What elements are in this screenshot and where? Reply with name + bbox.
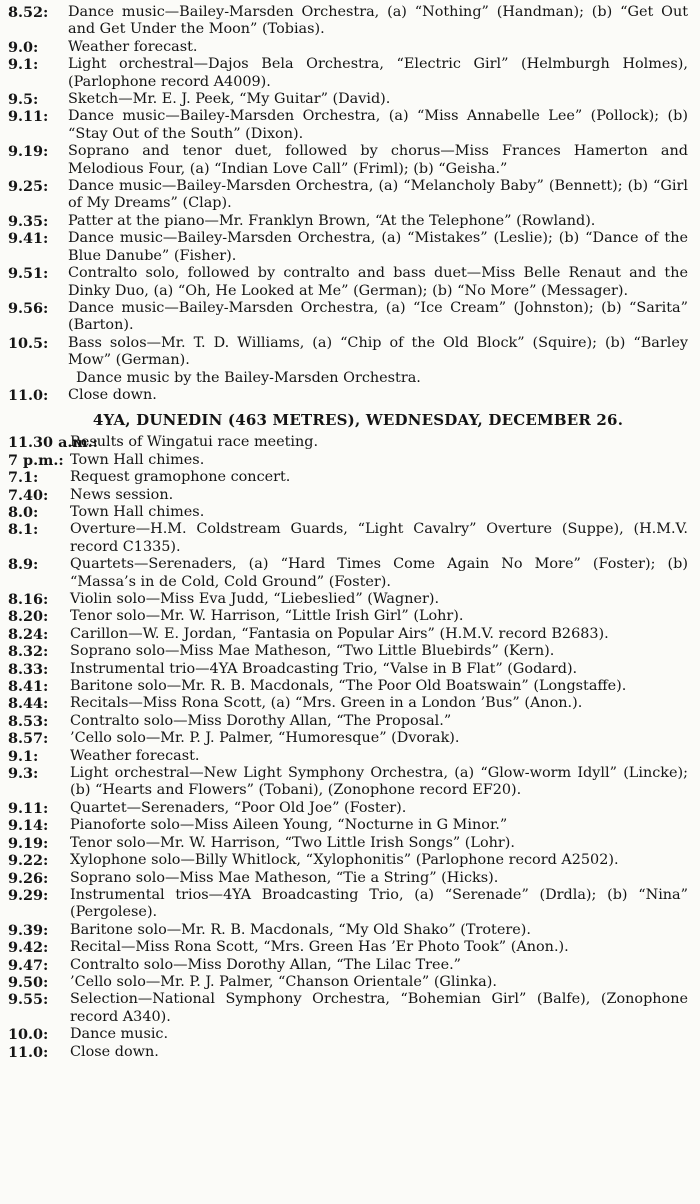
- entry-time: 8.9:: [8, 556, 39, 574]
- entry-text: Tenor solo—Mr. W. Harrison, “Little Irish Girl” (Lohr).: [70, 608, 464, 625]
- entry-text: Dance music—Bailey-Marsden Orchestra, (a) “Mistakes” (Leslie); (b) “Dance of the Blue Danube” (Fisher).: [68, 230, 688, 264]
- entry-time: 9.56:: [8, 299, 49, 317]
- entry-text: Bass solos—Mr. T. D. Williams, (a) “Chip of the Old Block” (Squire); (b) “Barley Mow” (German).: [68, 334, 688, 369]
- section-previous-station: [8, 4, 688, 404]
- entry-text: Patter at the piano—Mr. Franklyn Brown, “At the Telephone” (Rowland).: [68, 212, 596, 229]
- entry-time: 9.14:: [8, 817, 49, 835]
- programme-entry: [8, 230, 688, 265]
- programme-entry: [8, 504, 688, 521]
- programme-entry: [8, 521, 688, 556]
- entry-text: Town Hall chimes.: [70, 451, 205, 468]
- programme-entry: [8, 800, 688, 817]
- entry-text: Close down.: [70, 1043, 159, 1060]
- entry-time: 10.5:: [8, 334, 49, 352]
- entry-text: Quartet—Serenaders, “Poor Old Joe” (Foster).: [70, 799, 407, 816]
- programme-entry: [8, 713, 688, 730]
- entry-text: News session.: [70, 486, 174, 503]
- entry-time: 9.39:: [8, 921, 49, 939]
- entry-time: 8.33:: [8, 660, 49, 678]
- programme-entry: [8, 817, 688, 834]
- programme-entry: [8, 469, 688, 486]
- programme-entry: [8, 748, 688, 765]
- entry-time: 9.26:: [8, 869, 49, 887]
- entry-time: 9.3:: [8, 765, 39, 783]
- entry-time: 11.0:: [8, 1043, 49, 1061]
- programme-entry: [8, 991, 688, 1026]
- entry-time: 8.44:: [8, 695, 49, 713]
- programme-entry: [8, 108, 688, 143]
- programme-entry: [8, 91, 688, 108]
- entry-time: 11.0:: [8, 386, 49, 404]
- entry-text: ’Cello solo—Mr. P. J. Palmer, “Chanson Orientale” (Glinka).: [70, 973, 497, 990]
- entry-text: Carillon—W. E. Jordan, “Fantasia on Popular Airs” (H.M.V. record B2683).: [70, 625, 609, 642]
- programme-entry: [8, 695, 688, 712]
- entry-text: Contralto solo—Miss Dorothy Allan, “The Lilac Tree.”: [70, 956, 462, 973]
- programme-entry: [8, 765, 688, 800]
- programme-entry: [8, 922, 688, 939]
- programme-entry: [8, 887, 688, 922]
- programme-entry: [8, 852, 688, 869]
- entry-text: Recital—Miss Rona Scott, “Mrs. Green Has ’Er Photo Took” (Anon.).: [70, 939, 569, 956]
- entry-time: 9.19:: [8, 143, 49, 161]
- programme-entry: [8, 1026, 688, 1043]
- entry-text: Light orchestral—Dajos Bela Orchestra, “Electric Girl” (Helmburgh Holmes), (Parlophone record A4009).: [68, 56, 688, 90]
- programme-note: Dance music by the Bailey-Marsden Orchestra.: [76, 369, 421, 386]
- programme-entry: [8, 835, 688, 852]
- section-4ya-dunedin: [8, 434, 688, 1061]
- entry-text: Contralto solo—Miss Dorothy Allan, “The Proposal.”: [70, 712, 452, 729]
- entry-text: Town Hall chimes.: [70, 503, 205, 520]
- programme-entry: [8, 434, 688, 451]
- entry-text: Soprano and tenor duet, followed by chorus—Miss Frances Hamerton and Melodious Four, (a) “Indian Love Call” (Friml); (b) “Geisha.”: [68, 143, 688, 177]
- entry-time: 8.53:: [8, 712, 49, 730]
- entry-text: Light orchestral—New Light Symphony Orchestra, (a) “Glow-worm Idyll” (Lincke); (b) “Hearts and Flowers” (Tobani), (Zonophone record EF20).: [70, 765, 688, 799]
- programme-entry: [8, 608, 688, 625]
- entry-text: Pianoforte solo—Miss Aileen Young, “Nocturne in G Minor.”: [70, 817, 508, 834]
- entry-time: 8.1:: [8, 521, 39, 539]
- programme-entry: [8, 178, 688, 213]
- entry-time: 9.1:: [8, 747, 39, 765]
- entry-time: 9.19:: [8, 834, 49, 852]
- entry-text: Tenor solo—Mr. W. Harrison, “Two Little Irish Songs” (Lohr).: [70, 834, 515, 851]
- programme-entry: [8, 335, 688, 370]
- entry-time: 9.47:: [8, 956, 49, 974]
- entry-time: 9.41:: [8, 230, 49, 248]
- programme-entry: [8, 974, 688, 991]
- entry-text: Overture—H.M. Coldstream Guards, “Light Cavalry” Overture (Suppe), (H.M.V. record C1335).: [70, 521, 688, 555]
- entry-time: 7.40:: [8, 486, 49, 504]
- entry-time: 8.16:: [8, 591, 49, 608]
- entry-text: Selection—National Symphony Orchestra, “Bohemian Girl” (Balfe), (Zonophone record A340).: [70, 991, 688, 1025]
- entry-time: 8.32:: [8, 643, 49, 661]
- entry-text: Weather forecast.: [68, 38, 198, 55]
- entry-text: Recitals—Miss Rona Scott, (a) “Mrs. Green in a London ’Bus” (Anon.).: [70, 695, 583, 712]
- entry-time: 9.35:: [8, 212, 49, 230]
- programme-entry: [8, 626, 688, 643]
- entry-time: 11.30 a.m.:: [8, 434, 98, 452]
- station-heading: 4YA, DUNEDIN (463 METRES), WEDNESDAY, DECEMBER 26.: [92, 411, 624, 430]
- entry-text: Dance music—Bailey-Marsden Orchestra, (a) “Ice Cream” (Johnston); (b) “Sarita” (Barton).: [68, 299, 688, 334]
- entry-text: ’Cello solo—Mr. P. J. Palmer, “Humoresque” (Dvorak).: [70, 730, 460, 747]
- entry-text: Xylophone solo—Billy Whitlock, “Xylophonitis” (Parlophone record A2502).: [70, 852, 619, 869]
- entry-time: 9.0:: [8, 38, 39, 56]
- programme-entry: [8, 870, 688, 887]
- entry-time: 8.52:: [8, 4, 49, 21]
- entry-text: Soprano solo—Miss Mae Matheson, “Tie a String” (Hicks).: [70, 869, 499, 886]
- programme-entry: [8, 678, 688, 695]
- entry-time: 9.50:: [8, 973, 49, 991]
- programme-entry: [8, 730, 688, 747]
- entry-time: 8.20:: [8, 608, 49, 626]
- entry-time: 9.11:: [8, 108, 49, 126]
- programme-list: [8, 4, 688, 370]
- entry-time: 9.55:: [8, 991, 49, 1009]
- programme-entry: [8, 957, 688, 974]
- entry-time: 9.22:: [8, 852, 49, 870]
- entry-text: Instrumental trios—4YA Broadcasting Trio, (a) “Serenade” (Drdla); (b) “Nina” (Pergolese).: [70, 886, 688, 921]
- entry-text: Request gramophone concert.: [70, 469, 291, 486]
- entry-text: Baritone solo—Mr. R. B. Macdonals, “The Poor Old Boatswain” (Longstaffe).: [70, 678, 627, 695]
- entry-text: Quartets—Serenaders, (a) “Hard Times Come Again No More” (Foster); (b) “Massa’s in de Cold, Cold Ground” (Foster).: [70, 556, 688, 590]
- entry-time: 9.5:: [8, 91, 39, 109]
- programme-entry: [8, 300, 688, 335]
- programme-entry: [8, 643, 688, 660]
- entry-time: 8.41:: [8, 678, 49, 696]
- entry-text: Sketch—Mr. E. J. Peek, “My Guitar” (David).: [68, 91, 391, 108]
- programme-entry: [8, 4, 688, 39]
- programme-entry: [8, 661, 688, 678]
- entry-text: Instrumental trio—4YA Broadcasting Trio, “Valse in B Flat” (Godard).: [70, 660, 578, 677]
- entry-time: 9.42:: [8, 939, 49, 957]
- entry-text: Weather forecast.: [70, 747, 200, 764]
- programme-entry: [8, 56, 688, 91]
- entry-time: 9.29:: [8, 886, 49, 904]
- entry-text: Dance music—Bailey-Marsden Orchestra, (a) “Melancholy Baby” (Bennett); (b) “Girl of My Dreams” (Clap).: [68, 178, 688, 212]
- entry-text: Results of Wingatui race meeting.: [70, 434, 319, 451]
- programme-entry: [8, 265, 688, 300]
- entry-time: 9.11:: [8, 799, 49, 817]
- entry-text: Contralto solo, followed by contralto and bass duet—Miss Belle Renaut and the Dinky Duo, (a) “Oh, He Looked at Me” (German); (b) “No More” (Messager).: [68, 265, 688, 299]
- programme-entry: [8, 387, 688, 404]
- programme-entry: [8, 143, 688, 178]
- entry-time: 7.1:: [8, 469, 39, 487]
- entry-time: 7 p.m.:: [8, 451, 64, 469]
- programme-entry: [8, 487, 688, 504]
- entry-text: Dance music—Bailey-Marsden Orchestra, (a) “Nothing” (Handman); (b) “Get Out and Get Under the Moon” (Tobias).: [68, 4, 688, 38]
- entry-time: 8.0:: [8, 503, 39, 521]
- entry-time: 9.51:: [8, 265, 49, 283]
- programme-entry: [8, 591, 688, 608]
- programme-entry: [8, 556, 688, 591]
- programme-entry: [8, 213, 688, 230]
- entry-time: 10.0:: [8, 1026, 49, 1044]
- programme-entry: [8, 1044, 688, 1061]
- programme-list: [8, 434, 688, 1061]
- entry-text: Violin solo—Miss Eva Judd, “Liebeslied” (Wagner).: [70, 591, 440, 607]
- entry-time: 9.1:: [8, 56, 39, 74]
- programme-entry: [8, 939, 688, 956]
- entry-time: 8.24:: [8, 625, 49, 643]
- entry-time: 8.57:: [8, 730, 49, 748]
- entry-text: Dance music.: [70, 1026, 169, 1043]
- programme-entry: [8, 452, 688, 469]
- programme-entry: [8, 39, 688, 56]
- entry-time: 9.25:: [8, 178, 49, 196]
- entry-text: Close down.: [68, 386, 157, 403]
- entry-text: Soprano solo—Miss Mae Matheson, “Two Little Bluebirds” (Kern).: [70, 643, 555, 660]
- entry-text: Baritone solo—Mr. R. B. Macdonals, “My Old Shako” (Trotere).: [70, 921, 531, 938]
- entry-text: Dance music—Bailey-Marsden Orchestra, (a) “Miss Annabelle Lee” (Pollock); (b) “Stay Out of the South” (Dixon).: [68, 108, 688, 142]
